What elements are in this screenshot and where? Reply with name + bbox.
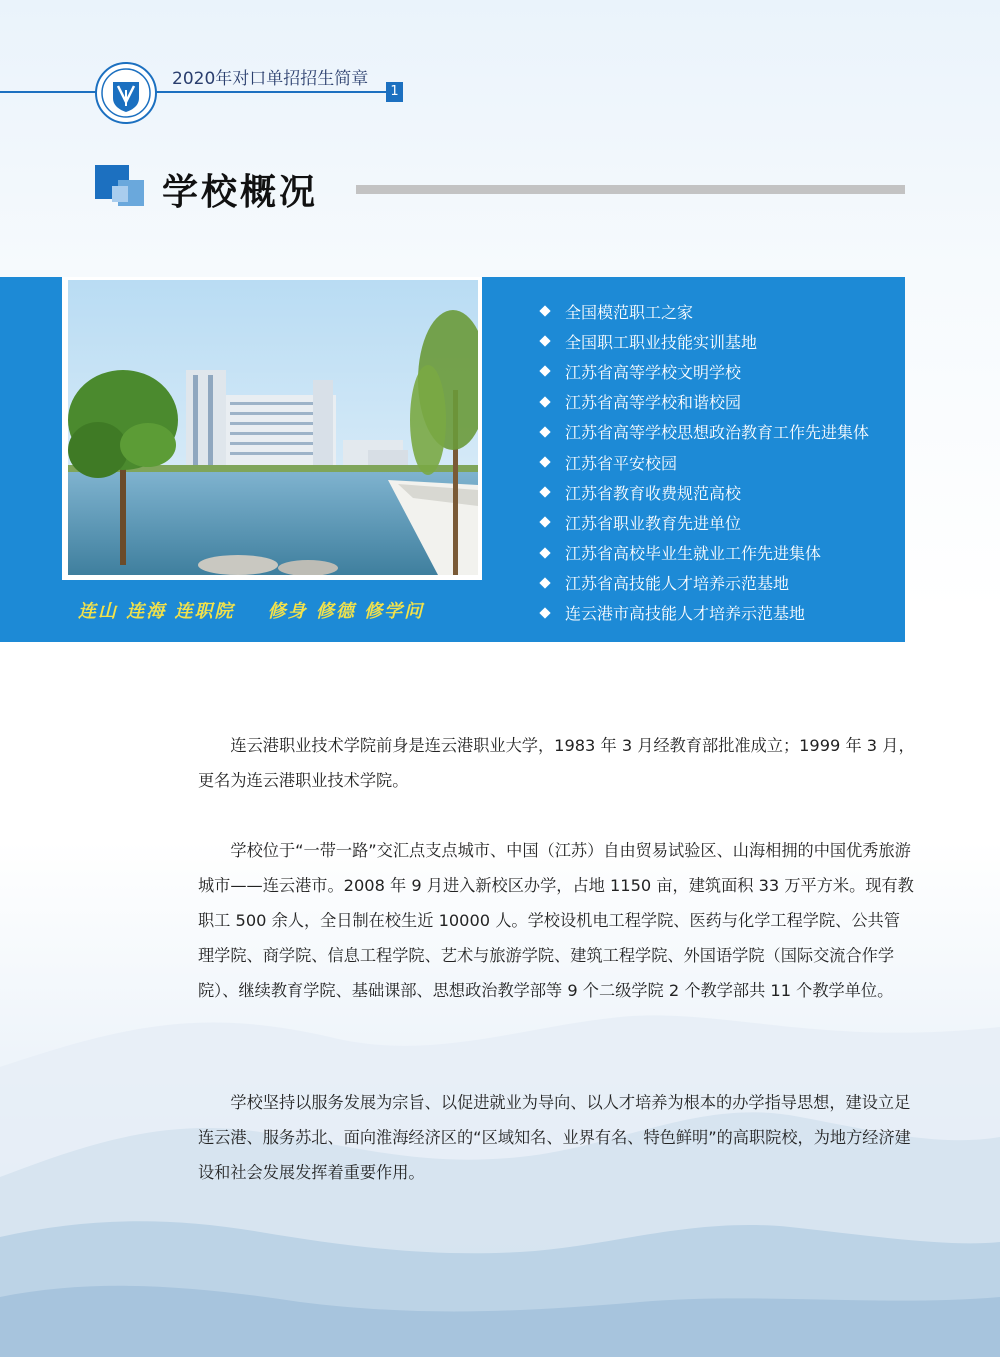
honor-item: 江苏省高校毕业生就业工作先进集体	[538, 538, 869, 568]
diamond-bullet-icon	[539, 336, 550, 347]
diamond-bullet-icon	[539, 426, 550, 437]
honor-item: 江苏省教育收费规范高校	[538, 477, 869, 507]
diamond-bullet-icon	[539, 456, 550, 467]
slogan: 连山 连海 连职院 修身 修德 修学问	[78, 601, 425, 622]
page-number: 1	[386, 82, 403, 102]
honor-item: 全国模范职工之家	[538, 296, 869, 326]
school-emblem-icon	[95, 62, 157, 124]
honors-list	[538, 296, 869, 628]
diamond-bullet-icon	[539, 366, 550, 377]
honor-item: 江苏省高技能人才培养示范基地	[538, 568, 869, 598]
diamond-bullet-icon	[539, 547, 550, 558]
brochure-title: 2020年对口单招招生简章	[172, 69, 369, 89]
heading-square-light	[112, 186, 128, 202]
honor-item: 连云港市高技能人才培养示范基地	[538, 598, 869, 628]
diamond-bullet-icon	[539, 305, 550, 316]
intro-paragraph-location: 学校位于“一带一路”交汇点支点城市、中国（江苏）自由贸易试验区、山海相拥的中国优秀旅游城市——连云港市。2008 年 9 月进入新校区办学，占地 1150 亩，建筑面积 33 万平方米。现有教职工 500 余人，全日制在校生近 10000 人。学校设机电工程学院、医药与化学工程学院、公共管理学院、商学院、信息工程学院、艺术与旅游学院、建筑工程学院、外国语学院（国际交流合作学院）、继续教育学院、基础课部、思想政治教学部等 9 个二级学院 2 个教学部共 11 个教学单位。	[198, 841, 914, 1000]
section-title: 学校概况	[162, 171, 319, 213]
campus-lake-photo	[68, 280, 478, 575]
honor-item: 全国职工职业技能实训基地	[538, 326, 869, 356]
header-rule	[0, 91, 400, 93]
honor-item: 江苏省职业教育先进单位	[538, 507, 869, 537]
intro-paragraph-history: 连云港职业技术学院前身是连云港职业大学，1983 年 3 月经教育部批准成立；1999 年 3 月，更名为连云港职业技术学院。	[198, 736, 915, 790]
honor-item: 江苏省高等学校和谐校园	[538, 387, 869, 417]
diamond-bullet-icon	[539, 396, 550, 407]
honor-item: 江苏省高等学校文明学校	[538, 356, 869, 386]
honor-item: 江苏省高等学校思想政治教育工作先进集体	[538, 417, 869, 447]
diamond-bullet-icon	[539, 487, 550, 498]
diamond-bullet-icon	[539, 577, 550, 588]
title-rule	[356, 185, 905, 194]
honor-item: 江苏省平安校园	[538, 447, 869, 477]
diamond-bullet-icon	[539, 607, 550, 618]
diamond-bullet-icon	[539, 517, 550, 528]
intro-paragraph-mission: 学校坚持以服务发展为宗旨、以促进就业为导向、以人才培养为根本的办学指导思想，建设立足连云港、服务苏北、面向淮海经济区的“区域知名、业界有名、特色鲜明”的高职院校，为地方经济建设和社会发展发挥着重要作用。	[198, 1093, 911, 1182]
